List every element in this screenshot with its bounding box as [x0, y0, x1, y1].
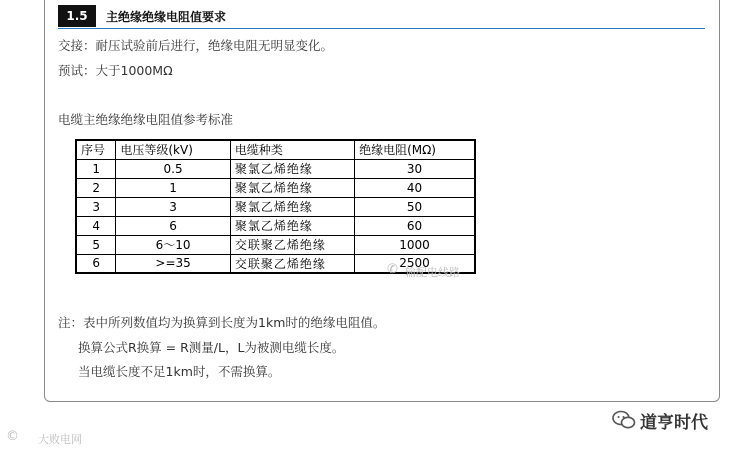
table-header-row: [76, 140, 475, 159]
note-line-3: 当电缆长度不足1km时，不需换算。: [78, 364, 281, 379]
table-row: [76, 178, 475, 197]
cell-resistance: 50: [355, 197, 475, 216]
cell-voltage: 6～10: [116, 235, 230, 254]
cell-index: 1: [76, 159, 116, 178]
weibo-watermark-icon: ©: [6, 429, 19, 444]
section-number: 1.5: [58, 5, 96, 27]
section-title: 主绝缘绝缘电阻值要求: [106, 9, 227, 24]
handover-text: 交接：耐压试验前后进行，绝缘电阻无明显变化。: [58, 38, 334, 53]
header-index: 序号: [76, 140, 116, 159]
cell-index: 6: [76, 254, 116, 273]
section-divider: [58, 28, 705, 29]
cell-voltage: 0.5: [116, 159, 230, 178]
cell-voltage: 1: [116, 178, 230, 197]
note-line-2: 换算公式R换算 = R测量/L，L为被测电缆长度。: [78, 340, 345, 355]
cell-cable-type: 聚氯乙烯绝缘: [230, 216, 354, 235]
header-resistance: 绝缘电阻(MΩ): [355, 140, 475, 159]
cell-resistance: 1000: [355, 235, 475, 254]
cell-index: 2: [76, 178, 116, 197]
header-cable-type: 电缆种类: [230, 140, 354, 159]
cell-index: 4: [76, 216, 116, 235]
cell-cable-type: 交联聚乙烯绝缘: [230, 235, 354, 254]
cell-cable-type: 交联聚乙烯绝缘: [230, 254, 354, 273]
wechat-brand-icon: [612, 410, 636, 430]
pretest-text: 预试：大于1000MΩ: [58, 63, 173, 78]
brand-name: 道亨时代: [640, 413, 708, 433]
cell-voltage: >=35: [116, 254, 230, 273]
insulation-resistance-table: [75, 139, 476, 274]
wechat-watermark-icon: ✆: [387, 262, 398, 277]
note-line-1: 注：表中所列数值均为换算到长度为1km时的绝缘电阻值。: [58, 315, 386, 330]
cell-index: 5: [76, 235, 116, 254]
cell-cable-type: 聚氯乙烯绝缘: [230, 178, 354, 197]
cell-resistance: 30: [355, 159, 475, 178]
table-caption: 电缆主绝缘绝缘电阻值参考标准: [58, 112, 234, 127]
table-row: [76, 235, 475, 254]
section-header: [58, 5, 226, 27]
cell-resistance: 60: [355, 216, 475, 235]
table-row: [76, 159, 475, 178]
table-row: [76, 197, 475, 216]
cell-voltage: 6: [116, 216, 230, 235]
header-voltage: 电压等级(kV): [116, 140, 230, 159]
table-watermark: 输配电线路: [405, 266, 460, 279]
bottom-left-watermark: 大败电网: [38, 433, 82, 446]
cell-cable-type: 聚氯乙烯绝缘: [230, 197, 354, 216]
cell-index: 3: [76, 197, 116, 216]
cell-voltage: 3: [116, 197, 230, 216]
cell-resistance: 40: [355, 178, 475, 197]
table-row: [76, 216, 475, 235]
cell-resistance: 2500: [355, 254, 475, 273]
cell-cable-type: 聚氯乙烯绝缘: [230, 159, 354, 178]
